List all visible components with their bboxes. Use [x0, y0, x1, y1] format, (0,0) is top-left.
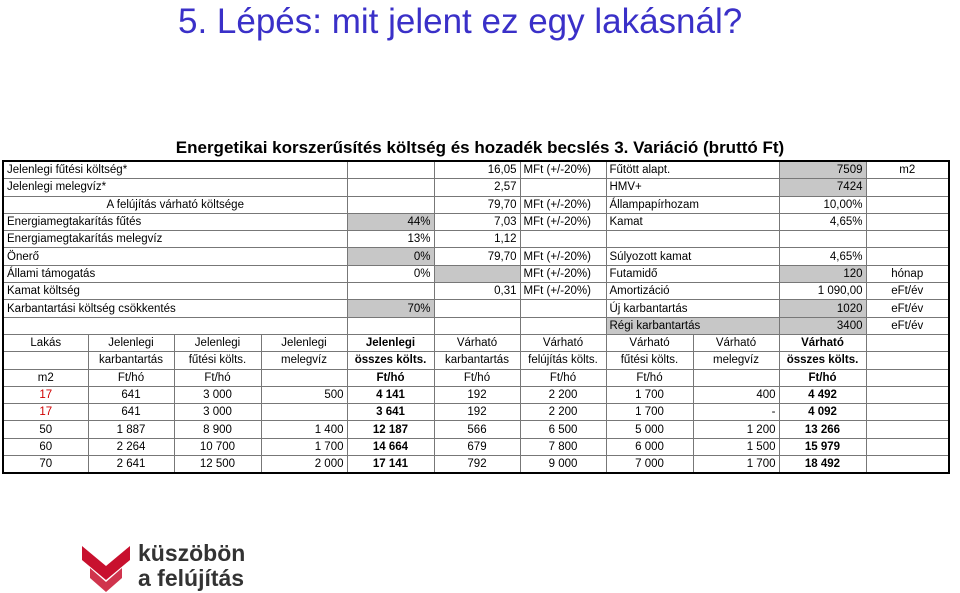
logo-line1: küszöbön [138, 540, 246, 566]
data-cell: 400 [693, 386, 779, 403]
param-cell [866, 179, 949, 196]
param-cell [434, 265, 520, 282]
param-cell: 120 [779, 265, 866, 282]
param-cell: m2 [866, 161, 949, 179]
param-cell [779, 231, 866, 248]
kuszobon-logo [80, 538, 250, 593]
table-header-row [3, 352, 949, 369]
empty-cell [866, 386, 949, 403]
param-cell: A felújítás várható költsége [3, 196, 347, 213]
data-cell: 17 141 [347, 456, 434, 474]
empty-cell [866, 438, 949, 455]
data-cell: 2 641 [88, 456, 174, 474]
param-cell [520, 179, 606, 196]
param-cell: 79,70 [434, 196, 520, 213]
data-cell: 60 [3, 438, 88, 455]
data-cell: 1 200 [693, 421, 779, 438]
param-row [3, 213, 949, 230]
data-cell: 8 900 [174, 421, 261, 438]
param-cell [347, 161, 434, 179]
param-cell: 10,00% [779, 196, 866, 213]
param-cell [866, 231, 949, 248]
data-cell: 18 492 [779, 456, 866, 474]
data-cell: 6 500 [520, 421, 606, 438]
header-cell: Ft/hó [779, 369, 866, 386]
param-cell [347, 317, 434, 334]
data-cell: 3 000 [174, 404, 261, 421]
header-cell: karbantartás [434, 352, 520, 369]
param-cell: eFt/év [866, 300, 949, 317]
param-row [3, 161, 949, 179]
header-cell: Ft/hó [88, 369, 174, 386]
data-cell: 13 266 [779, 421, 866, 438]
param-cell [520, 300, 606, 317]
empty-cell [866, 352, 949, 369]
param-cell [866, 196, 949, 213]
table-title: Energetikai korszerűsítés költség és hozadék becslés 3. Variáció (bruttó Ft) [175, 138, 785, 157]
param-cell [606, 231, 779, 248]
data-cell: 2 200 [520, 404, 606, 421]
param-cell: Állampapírhozam [606, 196, 779, 213]
param-cell: eFt/év [866, 317, 949, 334]
param-cell: 0,31 [434, 283, 520, 300]
data-cell: 7 000 [606, 456, 693, 474]
data-cell: 566 [434, 421, 520, 438]
param-cell: Karbantartási költség csökkentés [3, 300, 347, 317]
data-cell: 6 000 [606, 438, 693, 455]
param-cell: MFt (+/-20%) [520, 161, 606, 179]
empty-cell [866, 369, 949, 386]
header-cell: Várható [520, 334, 606, 351]
param-cell [3, 317, 347, 334]
header-cell [261, 369, 347, 386]
data-cell: 17 [3, 404, 88, 421]
param-cell [866, 248, 949, 265]
param-cell: 7509 [779, 161, 866, 179]
header-cell: Ft/hó [520, 369, 606, 386]
table-row [3, 421, 949, 438]
param-cell: Futamidő [606, 265, 779, 282]
cost-estimate-table [2, 160, 950, 474]
data-cell: 7 800 [520, 438, 606, 455]
data-cell: 1 500 [693, 438, 779, 455]
data-cell: 3 000 [174, 386, 261, 403]
param-row [3, 300, 949, 317]
param-cell: Régi karbantartás [606, 317, 779, 334]
data-cell: 1 700 [693, 456, 779, 474]
param-cell [347, 179, 434, 196]
param-cell: Energiamegtakarítás melegvíz [3, 231, 347, 248]
header-cell: összes költs. [347, 352, 434, 369]
table-row [3, 386, 949, 403]
header-cell: fűtési költs. [606, 352, 693, 369]
param-cell: Energiamegtakarítás fűtés [3, 213, 347, 230]
data-cell: 2 264 [88, 438, 174, 455]
param-cell [866, 213, 949, 230]
param-cell: 0% [347, 265, 434, 282]
data-cell: 192 [434, 404, 520, 421]
data-cell: 1 700 [606, 404, 693, 421]
param-cell: MFt (+/-20%) [520, 213, 606, 230]
param-cell: 7424 [779, 179, 866, 196]
param-cell [347, 283, 434, 300]
param-row [3, 196, 949, 213]
param-cell [520, 317, 606, 334]
param-cell: HMV+ [606, 179, 779, 196]
header-cell: Jelenlegi [261, 334, 347, 351]
table-header-row [3, 369, 949, 386]
data-cell: 4 092 [779, 404, 866, 421]
data-cell: 5 000 [606, 421, 693, 438]
param-cell: 70% [347, 300, 434, 317]
data-cell: 9 000 [520, 456, 606, 474]
slide-title: 5. Lépés: mit jelent ez egy lakásnál? [178, 2, 743, 41]
param-cell: eFt/év [866, 283, 949, 300]
data-cell: 12 500 [174, 456, 261, 474]
param-cell: 4,65% [779, 248, 866, 265]
header-cell: Várható [693, 334, 779, 351]
param-cell: Önerő [3, 248, 347, 265]
data-cell: 641 [88, 404, 174, 421]
param-cell: 7,03 [434, 213, 520, 230]
data-cell: 2 200 [520, 386, 606, 403]
data-cell: 500 [261, 386, 347, 403]
param-cell: hónap [866, 265, 949, 282]
data-cell: 15 979 [779, 438, 866, 455]
header-cell: Ft/hó [606, 369, 693, 386]
header-cell: Jelenlegi [88, 334, 174, 351]
param-cell: 79,70 [434, 248, 520, 265]
header-cell: karbantartás [88, 352, 174, 369]
empty-cell [866, 456, 949, 474]
param-cell: 13% [347, 231, 434, 248]
param-row [3, 179, 949, 196]
param-cell: MFt (+/-20%) [520, 196, 606, 213]
table-header-row [3, 334, 949, 351]
param-cell: 16,05 [434, 161, 520, 179]
param-cell: Fűtött alapt. [606, 161, 779, 179]
param-cell [520, 231, 606, 248]
header-cell: Ft/hó [347, 369, 434, 386]
param-cell: 4,65% [779, 213, 866, 230]
param-cell [434, 317, 520, 334]
header-cell: Várható [779, 334, 866, 351]
data-cell: 12 187 [347, 421, 434, 438]
data-cell: 1 400 [261, 421, 347, 438]
header-cell: összes költs. [779, 352, 866, 369]
header-cell: Várható [434, 334, 520, 351]
data-cell: 14 664 [347, 438, 434, 455]
data-cell: 2 000 [261, 456, 347, 474]
param-cell: Súlyozott kamat [606, 248, 779, 265]
empty-cell [866, 421, 949, 438]
header-cell: Ft/hó [174, 369, 261, 386]
empty-cell [866, 334, 949, 351]
data-cell: 10 700 [174, 438, 261, 455]
data-cell: 4 492 [779, 386, 866, 403]
header-cell: Várható [606, 334, 693, 351]
header-cell: Ft/hó [434, 369, 520, 386]
data-cell: - [693, 404, 779, 421]
table-row [3, 456, 949, 474]
data-cell: 50 [3, 421, 88, 438]
header-cell: m2 [3, 369, 88, 386]
param-cell: Új karbantartás [606, 300, 779, 317]
table-row [3, 404, 949, 421]
chevron-logo-icon [80, 538, 132, 593]
table-row [3, 438, 949, 455]
header-cell: melegvíz [261, 352, 347, 369]
param-cell: 1 090,00 [779, 283, 866, 300]
param-cell: Kamat [606, 213, 779, 230]
data-cell: 17 [3, 386, 88, 403]
param-cell: MFt (+/-20%) [520, 248, 606, 265]
data-cell: 792 [434, 456, 520, 474]
data-cell: 1 887 [88, 421, 174, 438]
header-cell: felújítás költs. [520, 352, 606, 369]
param-cell: Kamat költség [3, 283, 347, 300]
param-cell: 1,12 [434, 231, 520, 248]
header-cell [3, 352, 88, 369]
logo-line2: a felújítás [138, 565, 245, 591]
data-cell: 3 641 [347, 404, 434, 421]
data-cell: 1 700 [261, 438, 347, 455]
param-cell: 2,57 [434, 179, 520, 196]
empty-cell [866, 404, 949, 421]
data-cell: 4 141 [347, 386, 434, 403]
param-cell: 44% [347, 213, 434, 230]
param-cell: MFt (+/-20%) [520, 283, 606, 300]
data-cell: 641 [88, 386, 174, 403]
param-cell [434, 300, 520, 317]
header-cell: Jelenlegi [174, 334, 261, 351]
param-cell: Amortizáció [606, 283, 779, 300]
data-cell: 70 [3, 456, 88, 474]
header-cell: Jelenlegi [347, 334, 434, 351]
param-cell: Jelenlegi fűtési költség* [3, 161, 347, 179]
param-cell: Állami támogatás [3, 265, 347, 282]
param-cell: 0% [347, 248, 434, 265]
param-cell: 1020 [779, 300, 866, 317]
param-cell: MFt (+/-20%) [520, 265, 606, 282]
param-cell: Jelenlegi melegvíz* [3, 179, 347, 196]
param-row [3, 283, 949, 300]
header-cell: melegvíz [693, 352, 779, 369]
header-cell: Lakás [3, 334, 88, 351]
data-cell: 192 [434, 386, 520, 403]
data-cell [261, 404, 347, 421]
param-row [3, 317, 949, 334]
param-cell: 3400 [779, 317, 866, 334]
data-cell: 679 [434, 438, 520, 455]
param-cell [347, 196, 434, 213]
header-cell [693, 369, 779, 386]
param-row [3, 248, 949, 265]
data-cell: 1 700 [606, 386, 693, 403]
param-row [3, 265, 949, 282]
header-cell: fűtési költs. [174, 352, 261, 369]
param-row [3, 231, 949, 248]
